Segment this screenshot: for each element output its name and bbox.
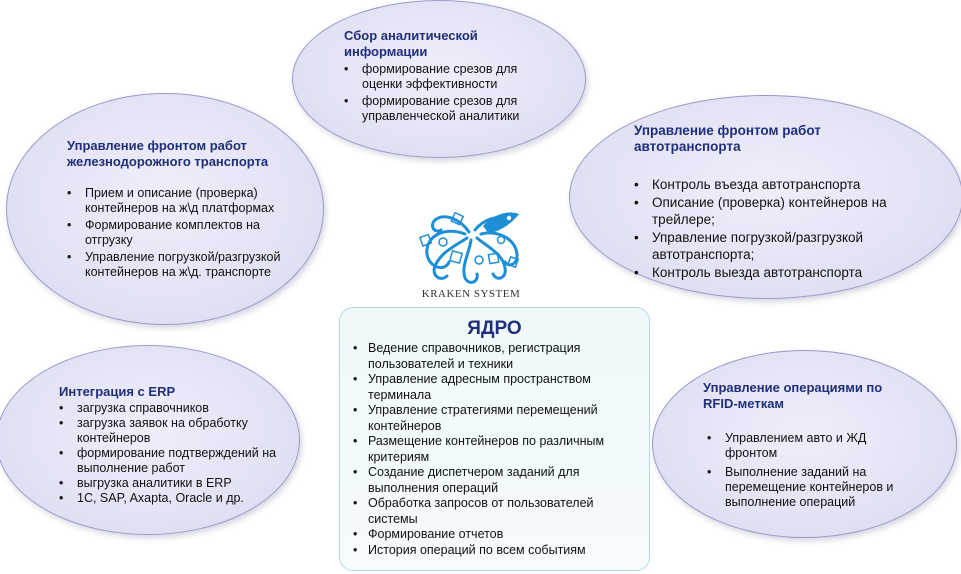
rail-title: Управление фронтом работ железнодорожного транспорта <box>67 138 269 169</box>
rfid-list <box>703 431 903 510</box>
erp-ellipse <box>0 345 300 535</box>
analytics-title: Сбор аналитической информации <box>344 28 478 59</box>
analytics-list <box>340 62 550 124</box>
list-item: • Обработка запросов от пользователей системы <box>350 496 645 527</box>
list-item: • Контроль въезда автотранспорта <box>630 176 910 194</box>
rfid-ellipse <box>652 350 957 538</box>
list-item: • формирование срезов для управленческой аналитики <box>340 94 550 124</box>
kraken-icon <box>405 196 537 288</box>
list-item: • Управление погрузкой/разгрузкой автотранспорта; <box>630 229 910 264</box>
erp-list <box>55 401 280 506</box>
list-item: • Создание диспетчером заданий для выполнения операций <box>350 465 645 496</box>
list-item: • 1C, SAP, Axapta, Oracle и др. <box>55 491 280 506</box>
erp-title: Интеграция с ERP <box>59 384 176 399</box>
logo-text: KRAKEN SYSTEM <box>421 288 521 300</box>
auto-ellipse <box>569 95 961 299</box>
list-item: • Ведение справочников, регистрация пользователей и техники <box>350 341 645 372</box>
list-item: • Формирование отчетов <box>350 527 645 543</box>
list-item: • выгрузка аналитики в ERP <box>55 476 280 491</box>
list-item: • Выполнение заданий на перемещение контейнеров и выполнение операций <box>703 465 903 510</box>
rail-ellipse <box>6 93 324 325</box>
list-item: • Контроль выезда автотранспорта <box>630 264 910 282</box>
core-box <box>339 307 650 571</box>
list-item: • Прием и описание (проверка) контейнеров на ж\д платформах <box>63 186 303 216</box>
kraken-logo <box>405 196 537 302</box>
list-item: • История операций по всем событиям <box>350 543 645 559</box>
list-item: • Размещение контейнеров по различным критериям <box>350 434 645 465</box>
list-item: • Формирование комплектов на отгрузку <box>63 218 303 248</box>
core-list <box>350 341 645 558</box>
list-item: • загрузка справочников <box>55 401 280 416</box>
auto-list <box>630 176 910 281</box>
analytics-ellipse <box>292 0 586 158</box>
list-item: • формирование срезов для оценки эффективности <box>340 62 550 92</box>
list-item: • Управление погрузкой/разгрузкой контейнеров на ж\д. транспорте <box>63 250 303 280</box>
list-item: • формирование подтверждений на выполнение работ <box>55 446 280 476</box>
list-item: • Описание (проверка) контейнеров на трейлере; <box>630 194 910 229</box>
list-item: • загрузка заявок на обработку контейнеров <box>55 416 280 446</box>
list-item: • Управление адресным пространством терминала <box>350 372 645 403</box>
rfid-title: Управление операциями по RFID-меткам <box>703 380 883 411</box>
list-item: • Управлением авто и ЖД фронтом <box>703 431 903 461</box>
auto-title: Управление фронтом работ автотранспорта <box>634 123 821 154</box>
list-item: • Управление стратегиями перемещений контейнеров <box>350 403 645 434</box>
rail-list <box>63 186 303 280</box>
core-title: ЯДРО <box>467 318 522 339</box>
